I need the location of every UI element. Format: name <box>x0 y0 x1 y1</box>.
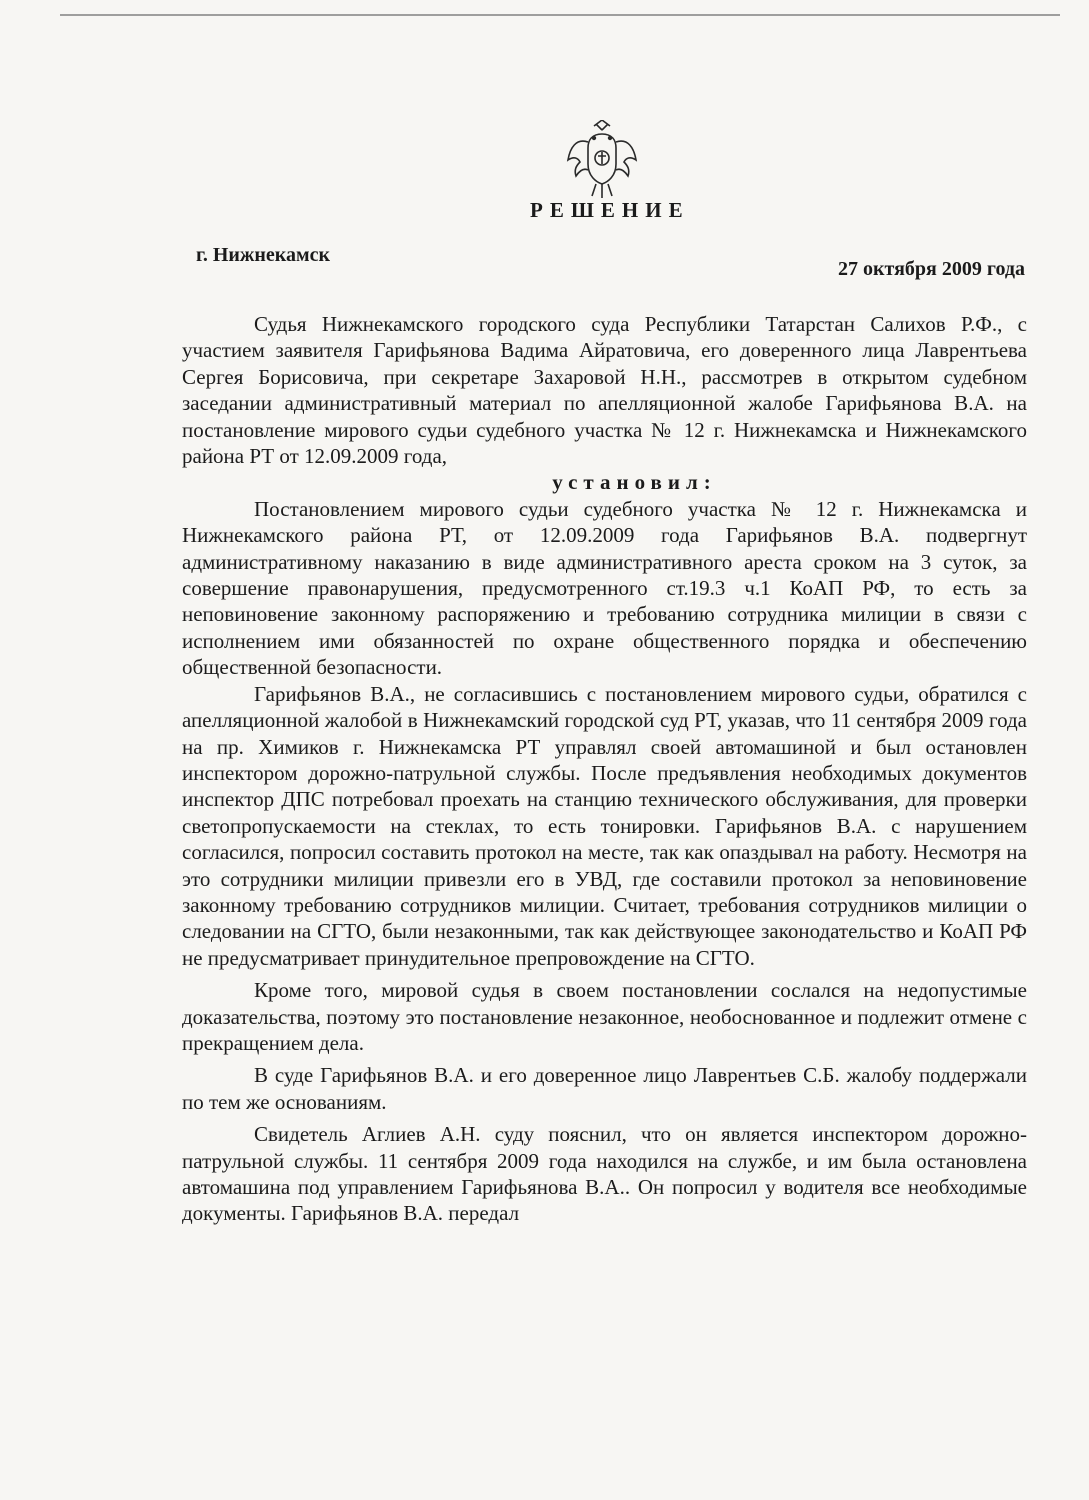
established-heading: установил: <box>552 470 717 495</box>
document-city: г. Нижнекамск <box>196 244 331 266</box>
intro-paragraph: Судья Нижнекамского городского суда Республики Татарстан Салихов Р.Ф., с участием заявителя Гарифьянова Вадима Айратовича, его доверенного лица Лаврентьева Сергея Борисовича, при секретаре Захаровой Н.Н., рассмотрев в открытом судебном заседании административный материал по апелляционной жалобе Гарифьянова В.А. на постановление мирового судьи судебного участка № 12 г. Нижнекамска и Нижнекамского района РТ от 12.09.2009 года, <box>182 312 1027 469</box>
document-body <box>182 311 1027 1227</box>
paragraph-2: Гарифьянов В.А., не согласившись с постановлением мирового судьи, обратился с апелляционной жалобой в Нижнекамский городской суд РТ, указав, что 11 сентября 2009 года на пр. Химиков г. Нижнекамска РТ управлял своей автомашиной и был остановлен инспектором дорожно-патрульной службы. После предъявления необходимых документов инспектор ДПС потребовал проехать на станцию технического обслуживания, для проверки светопропускаемости на стеклах, то есть тонировки. Гарифьянов В.А. с нарушением согласился, попросил составить протокол на месте, так как опаздывал на работу. Несмотря на это сотрудники милиции привезли его в УВД, где составили протокол за неповиновение законному требованию сотрудников милиции. Считает, требования сотрудников милиции о следовании на СГТО, были незаконными, так как действующее законодательство и КоАП РФ не предусматривает принудительное препровождение на СГТО. <box>182 681 1027 970</box>
paragraph-5: Свидетель Аглиев А.Н. суду пояснил, что он является инспектором дорожно-патрульной службы. 11 сентября 2009 года находился на службе, и им была остановлена автомашина под управлением Гарифьянова В.А.. Он попросил у водителя все необходимые документы. Гарифьянов В.А. передал <box>182 1122 1027 1226</box>
paragraph-1: Постановлением мирового судьи судебного участка № 12 г. Нижнекамска и Нижнекамского района РТ, от 12.09.2009 года Гарифьянов В.А. подвергнут административному наказанию в виде административного ареста сроком на 3 суток, за совершение правонарушения, предусмотренного ст.19.3 ч.1 КоАП РФ, то есть за неповиновение законному распоряжению и требованию сотрудника милиции в связи с исполнением ими обязанностей по охране общественного порядка и обеспечению общественной безопасности. <box>182 496 1027 680</box>
coat-of-arms-emblem <box>566 120 638 200</box>
paragraph-3: Кроме того, мировой судья в своем постановлении сослался на недопустимые доказательства, поэтому это постановление незаконное, необоснованное и подлежит отмене с прекращением дела. <box>182 978 1027 1055</box>
paragraph-4: В суде Гарифьянов В.А. и его доверенное лицо Лаврентьев С.Б. жалобу поддержали по тем же основаниям. <box>182 1063 1027 1114</box>
document-date: 27 октября 2009 года <box>838 258 1025 280</box>
scan-edge-line <box>60 14 1060 16</box>
document-title: РЕШЕНИЕ <box>530 198 690 222</box>
